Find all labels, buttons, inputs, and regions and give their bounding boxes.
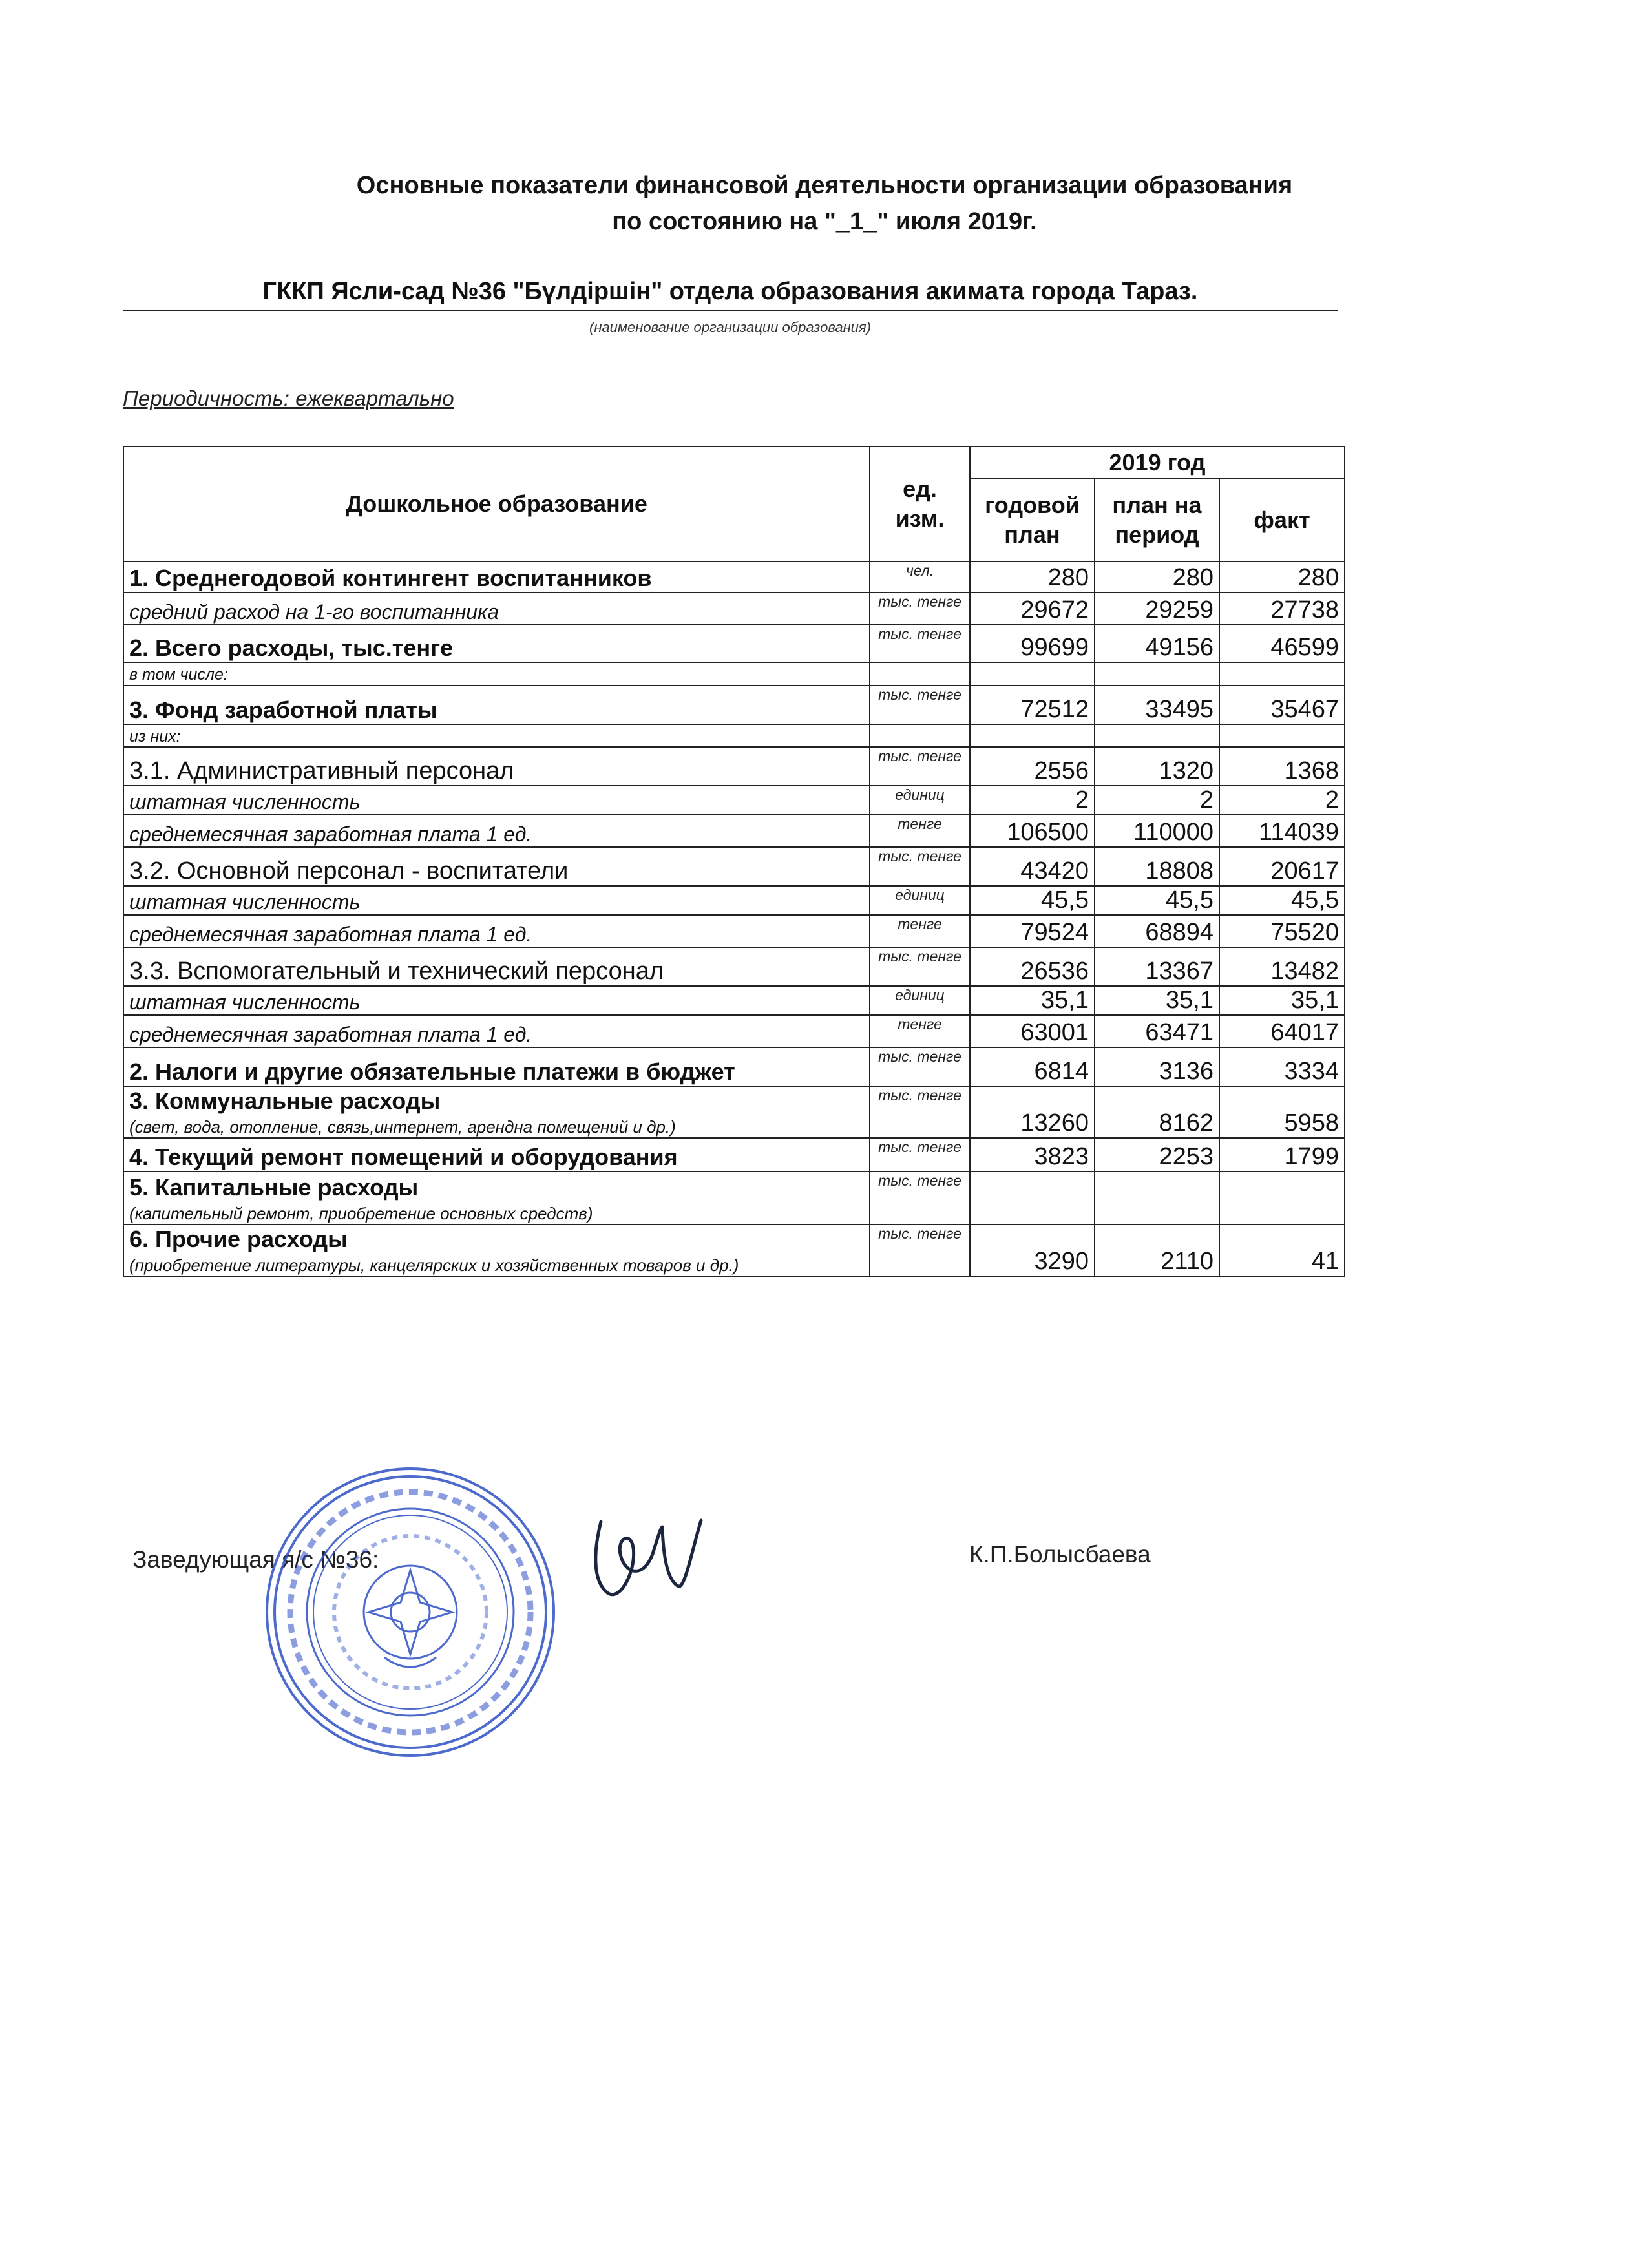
- periodicity-label: Периодичность: ежеквартально: [123, 386, 454, 410]
- row-name-text: средний расход на 1-го воспитанника: [129, 600, 499, 624]
- row-name: [123, 747, 870, 786]
- row-fact: 13482: [1219, 947, 1345, 986]
- row-unit: чел.: [870, 562, 970, 593]
- row-name: [123, 1086, 870, 1138]
- header-year: 2019 год: [970, 446, 1345, 479]
- row-name: [123, 1138, 870, 1171]
- organization-caption: (наименование организации образования): [589, 319, 871, 335]
- row-name: [123, 815, 870, 847]
- row-fact: [1219, 662, 1345, 686]
- row-name-text: 1. Среднегодовой контингент воспитанников: [129, 565, 652, 591]
- row-unit: тыс. тенге: [870, 847, 970, 886]
- table-row: [123, 1047, 1345, 1086]
- financial-indicators-table: [123, 446, 1345, 1277]
- row-name: [123, 915, 870, 947]
- header-name-column: Дошкольное образование: [123, 446, 870, 562]
- row-annual-plan: 3823: [970, 1138, 1095, 1171]
- table-row: [123, 886, 1345, 915]
- row-name-text: среднемесячная заработная плата 1 ед.: [129, 923, 532, 946]
- row-annual-plan: 79524: [970, 915, 1095, 947]
- row-name-text: 6. Прочие расходы: [129, 1226, 348, 1252]
- row-period-plan: 8162: [1095, 1086, 1219, 1138]
- table-row: [123, 947, 1345, 986]
- row-subtitle: (свет, вода, отопление, связь,интернет, арендна помещений и др.): [129, 1117, 676, 1137]
- row-period-plan: 33495: [1095, 686, 1219, 724]
- row-unit: [870, 662, 970, 686]
- header-annual-plan: годовой план: [970, 479, 1095, 562]
- row-name-text: 3.2. Основной персонал - воспитатели: [129, 857, 569, 885]
- row-period-plan: 45,5: [1095, 886, 1219, 915]
- table-row: [123, 786, 1345, 815]
- row-annual-plan: 29672: [970, 593, 1095, 625]
- row-name: [123, 593, 870, 625]
- row-period-plan: 2: [1095, 786, 1219, 815]
- table-row: [123, 562, 1345, 593]
- row-annual-plan: 35,1: [970, 986, 1095, 1015]
- row-name-text: 3.1. Административный персонал: [129, 757, 514, 784]
- row-unit: тыс. тенге: [870, 947, 970, 986]
- row-period-plan: 280: [1095, 562, 1219, 593]
- table-row: [123, 724, 1345, 747]
- row-fact: 2: [1219, 786, 1345, 815]
- row-fact: 27738: [1219, 593, 1345, 625]
- row-period-plan: 13367: [1095, 947, 1219, 986]
- row-fact: 64017: [1219, 1015, 1345, 1047]
- row-fact: [1219, 1171, 1345, 1224]
- row-annual-plan: 6814: [970, 1047, 1095, 1086]
- row-unit: тыс. тенге: [870, 593, 970, 625]
- row-fact: 75520: [1219, 915, 1345, 947]
- row-name-text: 4. Текущий ремонт помещений и оборудования: [129, 1144, 678, 1170]
- row-name-text: из них:: [129, 728, 181, 746]
- row-name: [123, 1015, 870, 1047]
- row-name: [123, 1047, 870, 1086]
- row-fact: 41: [1219, 1224, 1345, 1276]
- row-unit: тенге: [870, 915, 970, 947]
- row-fact: 46599: [1219, 625, 1345, 662]
- row-period-plan: 49156: [1095, 625, 1219, 662]
- row-period-plan: 35,1: [1095, 986, 1219, 1015]
- row-fact: 3334: [1219, 1047, 1345, 1086]
- row-name: [123, 1224, 870, 1276]
- row-annual-plan: 43420: [970, 847, 1095, 886]
- row-name-text: штатная численность: [129, 790, 361, 814]
- row-annual-plan: 26536: [970, 947, 1095, 986]
- row-unit: тыс. тенге: [870, 747, 970, 786]
- row-fact: 35467: [1219, 686, 1345, 724]
- row-unit: тыс. тенге: [870, 1138, 970, 1171]
- row-annual-plan: 2: [970, 786, 1095, 815]
- row-period-plan: 68894: [1095, 915, 1219, 947]
- row-name: [123, 986, 870, 1015]
- row-period-plan: [1095, 1171, 1219, 1224]
- table-row: [123, 915, 1345, 947]
- organization-name: ГККП Ясли-сад №36 "Бүлдіршін" отдела образования акимата города Тараз.: [123, 278, 1338, 311]
- row-unit: единиц: [870, 786, 970, 815]
- director-name: К.П.Болысбаева: [969, 1541, 1151, 1568]
- row-fact: 1368: [1219, 747, 1345, 786]
- table-row: [123, 593, 1345, 625]
- row-fact: 114039: [1219, 815, 1345, 847]
- official-seal-icon: [262, 1464, 559, 1761]
- row-period-plan: [1095, 724, 1219, 747]
- row-name-text: штатная численность: [129, 991, 361, 1014]
- row-name-text: 3. Фонд заработной платы: [129, 697, 437, 723]
- row-period-plan: 110000: [1095, 815, 1219, 847]
- row-unit: тыс. тенге: [870, 1171, 970, 1224]
- row-annual-plan: 106500: [970, 815, 1095, 847]
- row-name-text: 2. Налоги и другие обязательные платежи в бюджет: [129, 1058, 735, 1085]
- table-row: [123, 686, 1345, 724]
- row-unit: тыс. тенге: [870, 1086, 970, 1138]
- signature-icon: [582, 1509, 711, 1606]
- row-name: [123, 847, 870, 886]
- row-period-plan: 3136: [1095, 1047, 1219, 1086]
- row-annual-plan: 280: [970, 562, 1095, 593]
- header-fact: факт: [1219, 479, 1345, 562]
- row-period-plan: 18808: [1095, 847, 1219, 886]
- table-row: [123, 1224, 1345, 1276]
- table-row: [123, 847, 1345, 886]
- table-row: [123, 662, 1345, 686]
- row-name: [123, 786, 870, 815]
- row-name: [123, 562, 870, 593]
- row-unit: тыс. тенге: [870, 625, 970, 662]
- row-annual-plan: 72512: [970, 686, 1095, 724]
- row-annual-plan: [970, 662, 1095, 686]
- row-unit: тыс. тенге: [870, 1224, 970, 1276]
- row-subtitle: (капительный ремонт, приобретение основных средств): [129, 1204, 593, 1223]
- header-unit-column: ед. изм.: [870, 446, 970, 562]
- row-subtitle: (приобретение литературы, канцелярских и хозяйственных товаров и др.): [129, 1255, 739, 1275]
- row-unit: единиц: [870, 986, 970, 1015]
- row-name-text: в том числе:: [129, 666, 228, 684]
- row-name: [123, 947, 870, 986]
- row-name-text: 3.3. Вспомогательный и технический персонал: [129, 958, 664, 985]
- table-row: [123, 1015, 1345, 1047]
- row-unit: единиц: [870, 886, 970, 915]
- table-row: [123, 747, 1345, 786]
- row-annual-plan: 45,5: [970, 886, 1095, 915]
- row-name: [123, 1171, 870, 1224]
- row-annual-plan: 99699: [970, 625, 1095, 662]
- row-period-plan: 63471: [1095, 1015, 1219, 1047]
- row-annual-plan: 13260: [970, 1086, 1095, 1138]
- table-row: [123, 1171, 1345, 1224]
- row-annual-plan: [970, 1171, 1095, 1224]
- row-fact: 20617: [1219, 847, 1345, 886]
- row-name: [123, 886, 870, 915]
- table-row: [123, 815, 1345, 847]
- row-fact: 35,1: [1219, 986, 1345, 1015]
- row-name: [123, 686, 870, 724]
- row-unit: тенге: [870, 1015, 970, 1047]
- title-line-2: по состоянию на "_1_" июля 2019г.: [612, 208, 1037, 235]
- table-row: [123, 1138, 1345, 1171]
- row-name-text: 3. Коммунальные расходы: [129, 1087, 441, 1114]
- row-unit: тенге: [870, 815, 970, 847]
- table-row: [123, 625, 1345, 662]
- row-name-text: 2. Всего расходы, тыс.тенге: [129, 635, 454, 661]
- row-annual-plan: 63001: [970, 1015, 1095, 1047]
- row-unit: тыс. тенге: [870, 686, 970, 724]
- row-unit: [870, 724, 970, 747]
- table-row: [123, 1086, 1345, 1138]
- row-fact: [1219, 724, 1345, 747]
- director-label: Заведующая я/с №36:: [132, 1546, 379, 1573]
- row-name: [123, 724, 870, 747]
- row-period-plan: 2253: [1095, 1138, 1219, 1171]
- row-name: [123, 662, 870, 686]
- row-annual-plan: 3290: [970, 1224, 1095, 1276]
- row-period-plan: 29259: [1095, 593, 1219, 625]
- row-name-text: штатная численность: [129, 890, 361, 914]
- row-name-text: 5. Капитальные расходы: [129, 1174, 419, 1201]
- row-name-text: среднемесячная заработная плата 1 ед.: [129, 823, 532, 846]
- header-period-plan: план на период: [1095, 479, 1219, 562]
- row-period-plan: 1320: [1095, 747, 1219, 786]
- row-fact: 5958: [1219, 1086, 1345, 1138]
- row-period-plan: 2110: [1095, 1224, 1219, 1276]
- row-unit: тыс. тенге: [870, 1047, 970, 1086]
- row-annual-plan: 2556: [970, 747, 1095, 786]
- table-body: [123, 562, 1345, 1276]
- row-fact: 45,5: [1219, 886, 1345, 915]
- row-name: [123, 625, 870, 662]
- title-line-1: Основные показатели финансовой деятельности организации образования: [356, 172, 1293, 199]
- table-row: [123, 986, 1345, 1015]
- row-annual-plan: [970, 724, 1095, 747]
- row-fact: 1799: [1219, 1138, 1345, 1171]
- row-fact: 280: [1219, 562, 1345, 593]
- row-period-plan: [1095, 662, 1219, 686]
- row-name-text: среднемесячная заработная плата 1 ед.: [129, 1023, 532, 1046]
